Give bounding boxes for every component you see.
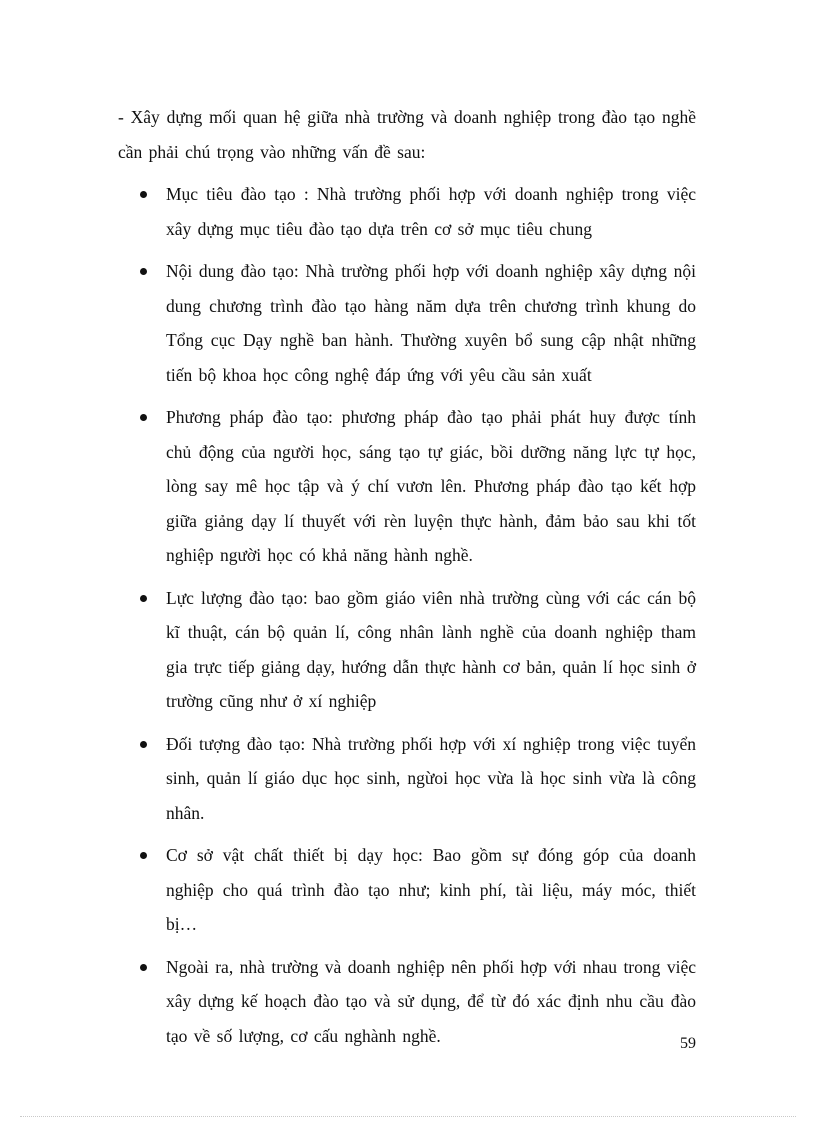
bullet-icon xyxy=(140,852,147,859)
bullet-list xyxy=(118,177,696,1053)
bullet-icon xyxy=(140,414,147,421)
list-item-text: Ngoài ra, nhà trường và doanh nghiệp nên phối hợp với nhau trong việc xây dựng kế hoạch đào tạo và sử dụng, để từ đó xác định nhu cầu đào tạo về số lượng, cơ cấu nghành nghề. xyxy=(166,956,696,1046)
list-item-text: Đối tượng đào tạo: Nhà trường phối hợp với xí nghiệp trong việc tuyển sinh, quản lí giáo dục học sinh, ngừoi học vừa là học sinh vừa là công nhân. xyxy=(166,733,696,823)
page-bottom-divider xyxy=(20,1116,796,1117)
page-number: 59 xyxy=(680,1035,696,1052)
bullet-icon xyxy=(140,191,147,198)
list-item-text: Mục tiêu đào tạo : Nhà trường phối hợp với doanh nghiệp trong việc xây dựng mục tiêu đào tạo dựa trên cơ sở mục tiêu chung xyxy=(166,184,696,239)
list-item-text: Cơ sở vật chất thiết bị dạy học: Bao gồm sự đóng góp của doanh nghiệp cho quá trình đào tạo như; kinh phí, tài liệu, máy móc, thiết bị… xyxy=(166,845,696,934)
list-item xyxy=(118,727,696,831)
list-item-text: Nội dung đào tạo: Nhà trường phối hợp với doanh nghiệp xây dựng nội dung chương trình đào tạo hàng năm dựa trên chương trình khung do Tổng cục Dạy nghề ban hành. Thường xuyên bổ sung cập nhật những tiến bộ khoa học công nghệ đáp ứng với yêu cầu sản xuất xyxy=(166,261,696,385)
intro-paragraph: - Xây dựng mối quan hệ giữa nhà trường và doanh nghiệp trong đào tạo nghề cần phải chú trọng vào những vấn đề sau: xyxy=(118,107,696,162)
list-item-text: Lực lượng đào tạo: bao gồm giáo viên nhà trường cùng với các cán bộ kĩ thuật, cán bộ quản lí, công nhân lành nghề của doanh nghiệp tham gia trực tiếp giảng dạy, hướng dẫn thực hành cơ bản, quản lí học sinh ở trường cũng như ở xí nghiệp xyxy=(166,587,696,711)
page-body xyxy=(118,100,696,1061)
list-item xyxy=(118,177,696,246)
list-item xyxy=(118,254,696,392)
bullet-icon xyxy=(140,741,147,748)
bullet-icon xyxy=(140,268,147,275)
list-item xyxy=(118,950,696,1054)
list-item xyxy=(118,400,696,573)
list-item xyxy=(118,581,696,719)
bullet-icon xyxy=(140,595,147,602)
bullet-icon xyxy=(140,964,147,971)
list-item xyxy=(118,838,696,942)
list-item-text: Phương pháp đào tạo: phương pháp đào tạo phải phát huy được tính chủ động của người học, sáng tạo tự giác, bồi dưỡng năng lực tự học, lòng say mê học tập và ý chí vươn lên. Phương pháp đào tạo kết hợp giữa giảng dạy lí thuyết với rèn luyện thực hành, đảm bảo sau khi tốt nghiệp người học có khả năng hành nghề. xyxy=(166,407,696,565)
